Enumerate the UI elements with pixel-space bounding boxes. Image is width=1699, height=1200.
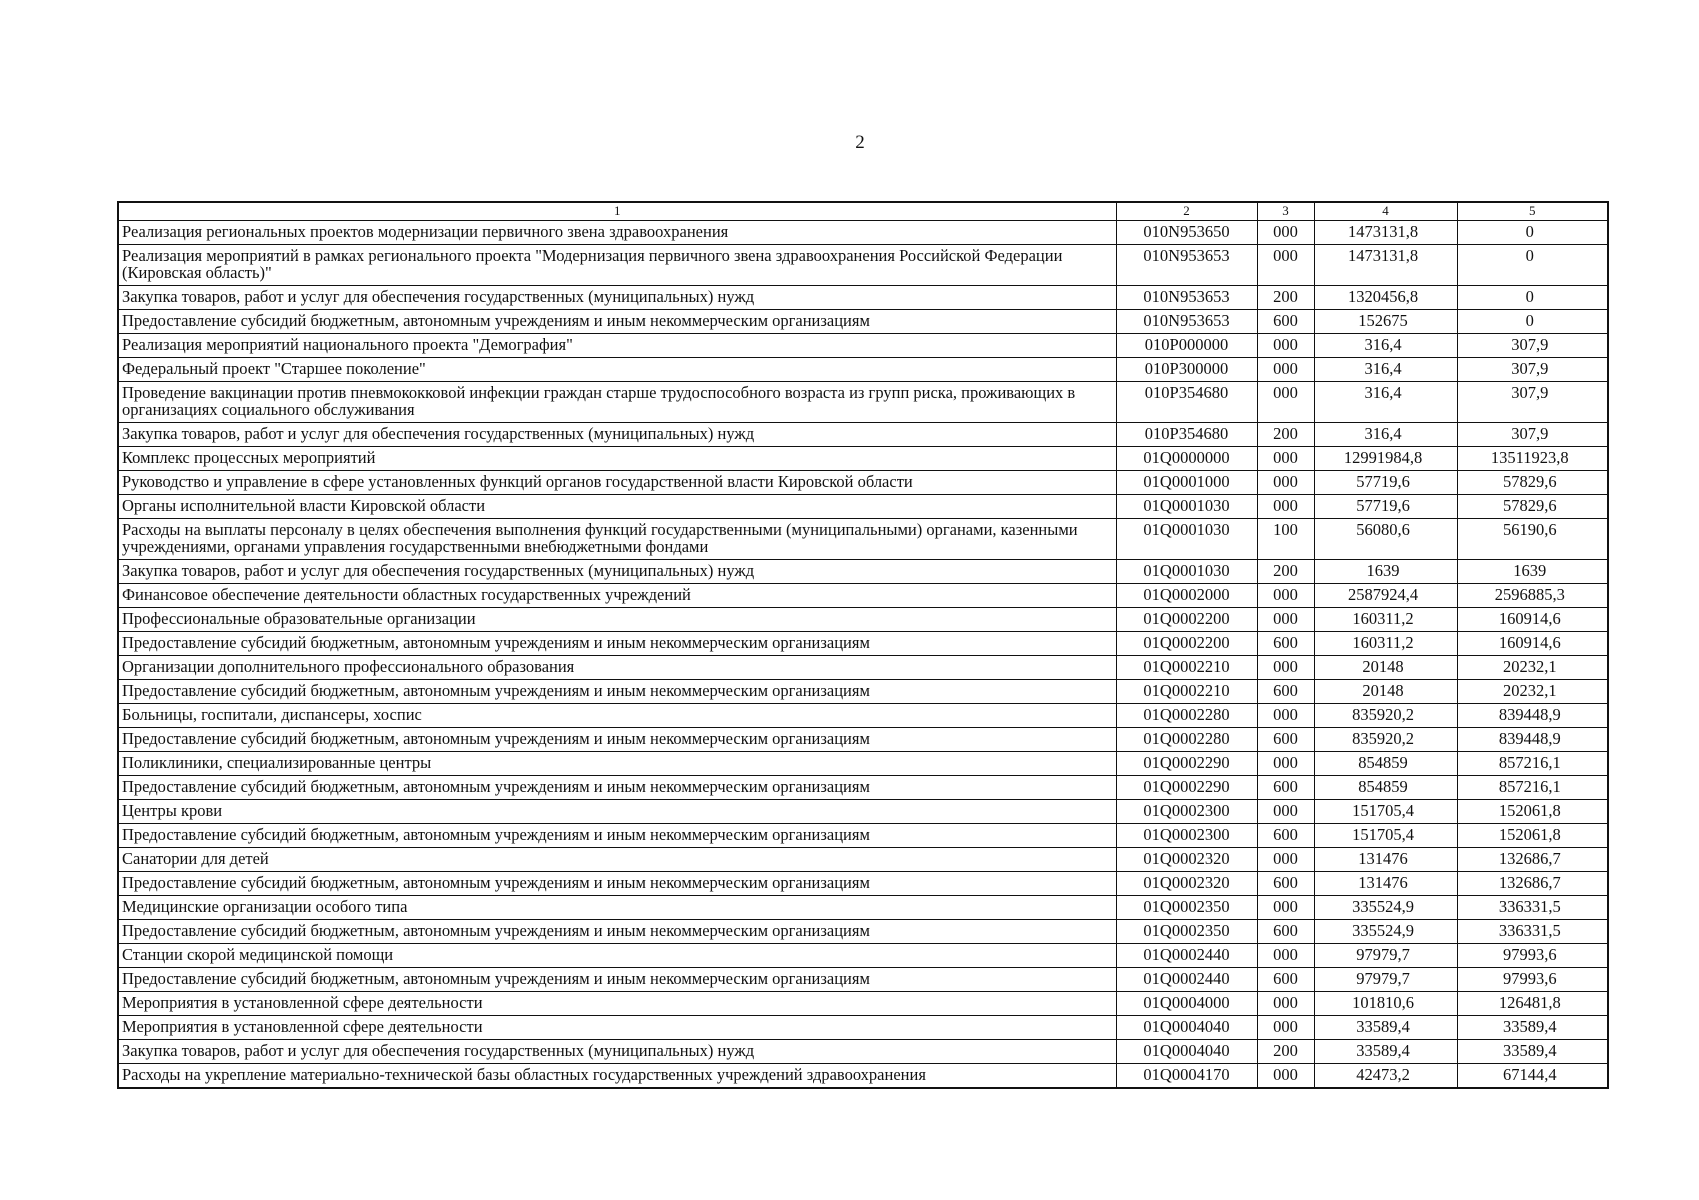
row-amount-year-2: 33589,4 [1457,1040,1608,1064]
table-row [118,680,1608,704]
table-row [118,519,1608,560]
row-amount-year-1: 1320456,8 [1314,286,1457,310]
row-expense-type: 600 [1257,872,1314,896]
row-amount-year-1: 131476 [1314,872,1457,896]
row-name: Комплекс процессных мероприятий [118,447,1116,471]
table-row [118,310,1608,334]
row-amount-year-2: 307,9 [1457,382,1608,423]
row-expense-type: 000 [1257,1064,1314,1089]
row-amount-year-1: 131476 [1314,848,1457,872]
table-row [118,992,1608,1016]
row-name: Предоставление субсидий бюджетным, автономным учреждениям и иным некоммерческим организациям [118,776,1116,800]
row-amount-year-2: 0 [1457,221,1608,245]
row-amount-year-1: 33589,4 [1314,1016,1457,1040]
row-expense-type: 600 [1257,728,1314,752]
row-code: 010P354680 [1116,382,1257,423]
page-number: 2 [855,132,865,153]
row-expense-type: 000 [1257,992,1314,1016]
table-row [118,872,1608,896]
row-name: Расходы на укрепление материально-технической базы областных государственных учреждений здравоохранения [118,1064,1116,1089]
table-row [118,245,1608,286]
row-name: Предоставление субсидий бюджетным, автономным учреждениям и иным некоммерческим организациям [118,824,1116,848]
row-code: 010P300000 [1116,358,1257,382]
row-code: 01Q0002200 [1116,632,1257,656]
table-row [118,447,1608,471]
header-col-2: 2 [1116,202,1257,221]
row-amount-year-1: 151705,4 [1314,824,1457,848]
row-code: 010P354680 [1116,423,1257,447]
table-row [118,382,1608,423]
row-amount-year-2: 67144,4 [1457,1064,1608,1089]
row-code: 01Q0004040 [1116,1040,1257,1064]
row-code: 010N953650 [1116,221,1257,245]
row-name: Расходы на выплаты персоналу в целях обеспечения выполнения функций государственными (муниципальными) органами, казенными учреждениями, органами управления государственными внебюджетными фондами [118,519,1116,560]
row-amount-year-1: 835920,2 [1314,728,1457,752]
row-amount-year-2: 0 [1457,310,1608,334]
table-row [118,752,1608,776]
row-name: Больницы, госпитали, диспансеры, хоспис [118,704,1116,728]
row-name: Санатории для детей [118,848,1116,872]
row-amount-year-1: 2587924,4 [1314,584,1457,608]
row-code: 01Q0002320 [1116,848,1257,872]
row-amount-year-2: 97993,6 [1457,968,1608,992]
row-amount-year-2: 132686,7 [1457,872,1608,896]
row-expense-type: 600 [1257,310,1314,334]
row-expense-type: 000 [1257,704,1314,728]
row-name: Реализация мероприятий в рамках регионального проекта "Модернизация первичного звена здравоохранения Российской Федерации (Кировская область)" [118,245,1116,286]
row-code: 01Q0004040 [1116,1016,1257,1040]
row-expense-type: 000 [1257,896,1314,920]
header-col-4: 4 [1314,202,1457,221]
row-amount-year-2: 307,9 [1457,334,1608,358]
row-amount-year-2: 56190,6 [1457,519,1608,560]
row-amount-year-1: 160311,2 [1314,608,1457,632]
row-expense-type: 000 [1257,471,1314,495]
row-name: Органы исполнительной власти Кировской области [118,495,1116,519]
table-row [118,1040,1608,1064]
row-name: Мероприятия в установленной сфере деятельности [118,992,1116,1016]
row-amount-year-2: 97993,6 [1457,944,1608,968]
row-code: 01Q0002350 [1116,896,1257,920]
row-code: 01Q0002300 [1116,800,1257,824]
row-amount-year-1: 42473,2 [1314,1064,1457,1089]
table-row [118,584,1608,608]
row-expense-type: 000 [1257,495,1314,519]
row-amount-year-1: 97979,7 [1314,968,1457,992]
row-expense-type: 000 [1257,221,1314,245]
row-amount-year-1: 33589,4 [1314,1040,1457,1064]
row-code: 010N953653 [1116,286,1257,310]
row-name: Медицинские организации особого типа [118,896,1116,920]
row-name: Предоставление субсидий бюджетным, автономным учреждениям и иным некоммерческим организациям [118,920,1116,944]
row-expense-type: 200 [1257,423,1314,447]
table-row [118,560,1608,584]
row-amount-year-1: 57719,6 [1314,471,1457,495]
row-amount-year-2: 307,9 [1457,423,1608,447]
row-name: Закупка товаров, работ и услуг для обеспечения государственных (муниципальных) нужд [118,1040,1116,1064]
row-name: Закупка товаров, работ и услуг для обеспечения государственных (муниципальных) нужд [118,560,1116,584]
row-amount-year-2: 20232,1 [1457,680,1608,704]
row-code: 01Q0001030 [1116,495,1257,519]
row-code: 01Q0002290 [1116,752,1257,776]
row-name: Мероприятия в установленной сфере деятельности [118,1016,1116,1040]
row-expense-type: 200 [1257,560,1314,584]
row-expense-type: 600 [1257,632,1314,656]
table-row [118,824,1608,848]
row-code: 010N953653 [1116,245,1257,286]
row-amount-year-2: 126481,8 [1457,992,1608,1016]
row-code: 01Q0002440 [1116,944,1257,968]
row-amount-year-1: 56080,6 [1314,519,1457,560]
table-row [118,656,1608,680]
row-name: Профессиональные образовательные организации [118,608,1116,632]
table-row [118,471,1608,495]
row-amount-year-1: 1473131,8 [1314,221,1457,245]
row-name: Предоставление субсидий бюджетным, автономным учреждениям и иным некоммерческим организациям [118,968,1116,992]
row-expense-type: 000 [1257,944,1314,968]
row-name: Федеральный проект "Старшее поколение" [118,358,1116,382]
row-amount-year-2: 160914,6 [1457,608,1608,632]
row-amount-year-2: 132686,7 [1457,848,1608,872]
row-amount-year-2: 0 [1457,245,1608,286]
row-name: Предоставление субсидий бюджетным, автономным учреждениям и иным некоммерческим организациям [118,310,1116,334]
row-name: Предоставление субсидий бюджетным, автономным учреждениям и иным некоммерческим организациям [118,680,1116,704]
table-row [118,944,1608,968]
table-row [118,423,1608,447]
row-amount-year-1: 20148 [1314,680,1457,704]
row-amount-year-2: 839448,9 [1457,704,1608,728]
row-code: 01Q0001030 [1116,519,1257,560]
row-expense-type: 000 [1257,752,1314,776]
row-amount-year-1: 316,4 [1314,423,1457,447]
row-code: 01Q0002000 [1116,584,1257,608]
row-name: Предоставление субсидий бюджетным, автономным учреждениям и иным некоммерческим организациям [118,632,1116,656]
row-amount-year-1: 335524,9 [1314,920,1457,944]
row-expense-type: 000 [1257,245,1314,286]
row-name: Финансовое обеспечение деятельности областных государственных учреждений [118,584,1116,608]
row-amount-year-2: 160914,6 [1457,632,1608,656]
row-expense-type: 000 [1257,584,1314,608]
row-amount-year-2: 307,9 [1457,358,1608,382]
row-amount-year-2: 152061,8 [1457,800,1608,824]
row-code: 01Q0004000 [1116,992,1257,1016]
row-code: 01Q0002290 [1116,776,1257,800]
row-amount-year-1: 151705,4 [1314,800,1457,824]
header-col-3: 3 [1257,202,1314,221]
table-header [118,202,1608,221]
row-amount-year-1: 316,4 [1314,358,1457,382]
row-code: 01Q0002320 [1116,872,1257,896]
table-row [118,776,1608,800]
header-col-1: 1 [118,202,1116,221]
row-amount-year-1: 101810,6 [1314,992,1457,1016]
header-row [118,202,1608,221]
row-name: Закупка товаров, работ и услуг для обеспечения государственных (муниципальных) нужд [118,423,1116,447]
row-name: Организации дополнительного профессионального образования [118,656,1116,680]
table-row [118,1016,1608,1040]
row-expense-type: 000 [1257,334,1314,358]
row-amount-year-2: 336331,5 [1457,920,1608,944]
row-code: 01Q0004170 [1116,1064,1257,1089]
table-row [118,632,1608,656]
row-name: Руководство и управление в сфере установленных функций органов государственной власти Кировской области [118,471,1116,495]
row-code: 01Q0002280 [1116,704,1257,728]
row-code: 010N953653 [1116,310,1257,334]
row-expense-type: 000 [1257,447,1314,471]
row-amount-year-2: 336331,5 [1457,896,1608,920]
row-amount-year-1: 335524,9 [1314,896,1457,920]
row-amount-year-1: 1473131,8 [1314,245,1457,286]
row-code: 01Q0001000 [1116,471,1257,495]
row-amount-year-2: 857216,1 [1457,752,1608,776]
row-name: Реализация региональных проектов модернизации первичного звена здравоохранения [118,221,1116,245]
row-code: 01Q0001030 [1116,560,1257,584]
row-amount-year-1: 1639 [1314,560,1457,584]
row-code: 01Q0002300 [1116,824,1257,848]
row-expense-type: 000 [1257,800,1314,824]
row-amount-year-1: 316,4 [1314,334,1457,358]
row-expense-type: 000 [1257,1016,1314,1040]
row-expense-type: 200 [1257,286,1314,310]
row-amount-year-1: 854859 [1314,752,1457,776]
row-amount-year-1: 152675 [1314,310,1457,334]
row-code: 01Q0002200 [1116,608,1257,632]
row-amount-year-1: 160311,2 [1314,632,1457,656]
row-amount-year-1: 20148 [1314,656,1457,680]
row-expense-type: 000 [1257,656,1314,680]
budget-table [117,201,1609,1089]
row-name: Проведение вакцинации против пневмококковой инфекции граждан старше трудоспособного возраста из групп риска, проживающих в организациях социального обслуживания [118,382,1116,423]
row-code: 01Q0000000 [1116,447,1257,471]
row-name: Станции скорой медицинской помощи [118,944,1116,968]
table-row [118,704,1608,728]
row-expense-type: 000 [1257,848,1314,872]
row-amount-year-2: 1639 [1457,560,1608,584]
row-amount-year-2: 152061,8 [1457,824,1608,848]
row-name: Поликлиники, специализированные центры [118,752,1116,776]
table-row [118,358,1608,382]
row-expense-type: 000 [1257,382,1314,423]
row-amount-year-1: 835920,2 [1314,704,1457,728]
row-code: 01Q0002350 [1116,920,1257,944]
row-amount-year-2: 20232,1 [1457,656,1608,680]
row-amount-year-2: 13511923,8 [1457,447,1608,471]
row-amount-year-2: 0 [1457,286,1608,310]
row-expense-type: 600 [1257,824,1314,848]
row-code: 01Q0002210 [1116,680,1257,704]
row-code: 01Q0002210 [1116,656,1257,680]
table-row [118,495,1608,519]
row-name: Центры крови [118,800,1116,824]
row-expense-type: 200 [1257,1040,1314,1064]
table-row [118,608,1608,632]
table-row [118,728,1608,752]
table-row [118,1064,1608,1089]
table-row [118,800,1608,824]
row-expense-type: 100 [1257,519,1314,560]
row-code: 01Q0002440 [1116,968,1257,992]
table-row [118,221,1608,245]
row-name: Закупка товаров, работ и услуг для обеспечения государственных (муниципальных) нужд [118,286,1116,310]
row-expense-type: 600 [1257,776,1314,800]
row-code: 010P000000 [1116,334,1257,358]
row-expense-type: 000 [1257,608,1314,632]
row-name: Предоставление субсидий бюджетным, автономным учреждениям и иным некоммерческим организациям [118,872,1116,896]
row-expense-type: 600 [1257,920,1314,944]
row-expense-type: 000 [1257,358,1314,382]
row-name: Предоставление субсидий бюджетным, автономным учреждениям и иным некоммерческим организациям [118,728,1116,752]
table-row [118,968,1608,992]
table-row [118,920,1608,944]
row-amount-year-1: 12991984,8 [1314,447,1457,471]
row-amount-year-2: 857216,1 [1457,776,1608,800]
row-amount-year-1: 854859 [1314,776,1457,800]
table-body [118,221,1608,1089]
row-amount-year-1: 57719,6 [1314,495,1457,519]
row-amount-year-2: 2596885,3 [1457,584,1608,608]
row-amount-year-1: 97979,7 [1314,944,1457,968]
row-amount-year-2: 839448,9 [1457,728,1608,752]
row-expense-type: 600 [1257,968,1314,992]
row-amount-year-2: 57829,6 [1457,471,1608,495]
table-row [118,334,1608,358]
row-code: 01Q0002280 [1116,728,1257,752]
table-row [118,896,1608,920]
row-amount-year-1: 316,4 [1314,382,1457,423]
row-amount-year-2: 33589,4 [1457,1016,1608,1040]
row-name: Реализация мероприятий национального проекта "Демография" [118,334,1116,358]
header-col-5: 5 [1457,202,1608,221]
row-amount-year-2: 57829,6 [1457,495,1608,519]
row-expense-type: 600 [1257,680,1314,704]
table-row [118,848,1608,872]
table-row [118,286,1608,310]
